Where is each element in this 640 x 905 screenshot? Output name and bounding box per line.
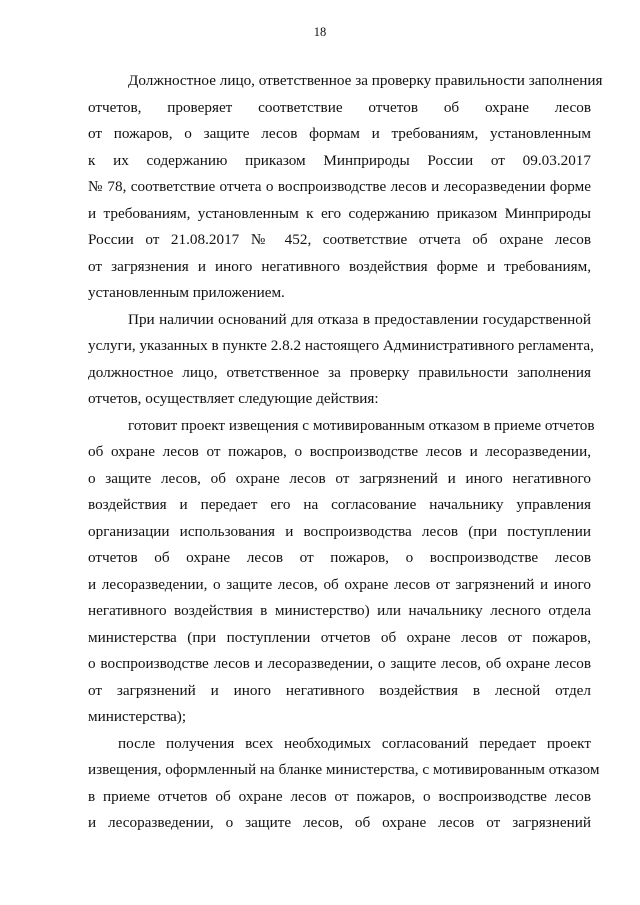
text-line: Должностное лицо, ответственное за проверку правильности заполнения (128, 72, 603, 89)
text-line: организации использования и воспроизводства лесов (при поступлении (88, 522, 591, 540)
text-line: министерства); (88, 708, 187, 725)
text-line: от пожаров, о защите лесов формам и требованиям, установленным (88, 125, 591, 142)
text-line: отчетов об охране лесов от пожаров, о воспроизводстве лесов (88, 549, 591, 566)
page-number: 18 (313, 25, 327, 39)
paragraph (88, 731, 600, 837)
text-line: от загрязнений и иного негативного воздействия в лесной отдел (88, 681, 591, 699)
paragraph (88, 307, 594, 413)
text-line: от загрязнения и иного негативного воздействия форме и требованиям, (88, 257, 591, 275)
text-line: негативного воздействия в министерство) или начальнику лесного отдела (88, 602, 591, 619)
paragraph (88, 413, 595, 731)
text-line: извещения, оформленный на бланке министерства, с мотивированным отказом (88, 761, 600, 778)
text-line: о защите лесов, об охране лесов от загрязнений и иного негативного (88, 469, 591, 487)
text-line: в приеме отчетов об охране лесов от пожаров, о воспроизводстве лесов (88, 787, 591, 805)
text-line: готовит проект извещения с мотивированным отказом в приеме отчетов (128, 416, 595, 434)
text-line: отчетов, проверяет соответствие отчетов об охране лесов (88, 98, 591, 116)
text-line: России от 21.08.2017 № 452, соответствие отчета об охране лесов (88, 231, 591, 248)
text-line: установленным приложением. (88, 284, 285, 301)
text-line: № 78, соответствие отчета о воспроизводстве лесов и лесоразведении форме (88, 178, 591, 195)
text-line: При наличии оснований для отказа в предоставлении государственной (128, 310, 591, 328)
text-line: министерства (при поступлении отчетов об охране лесов от пожаров, (88, 628, 591, 646)
text-line: воздействия и передает его на согласование начальнику управления (88, 496, 591, 513)
text-line: и требованиям, установленным к его содержанию приказом Минприроды (88, 204, 591, 222)
paragraph (88, 68, 603, 307)
text-line: после получения всех необходимых согласований передает проект (118, 734, 591, 752)
text-line: услуги, указанных в пункте 2.8.2 настоящего Административного регламента, (88, 337, 594, 354)
text-line: и лесоразведении, о защите лесов, об охране лесов от загрязнений (88, 814, 591, 831)
text-line: к их содержанию приказом Минприроды России от 09.03.2017 (88, 151, 591, 169)
body-text (88, 68, 603, 837)
text-line: должностное лицо, ответственное за проверку правильности заполнения (88, 363, 591, 381)
text-line: об охране лесов от пожаров, о воспроизводстве лесов и лесоразведении, (88, 443, 591, 460)
text-line: о воспроизводстве лесов и лесоразведении, о защите лесов, об охране лесов (88, 655, 591, 672)
text-line: отчетов, осуществляет следующие действия: (88, 390, 379, 407)
text-line: и лесоразведении, о защите лесов, об охране лесов от загрязнений и иного (88, 575, 591, 593)
